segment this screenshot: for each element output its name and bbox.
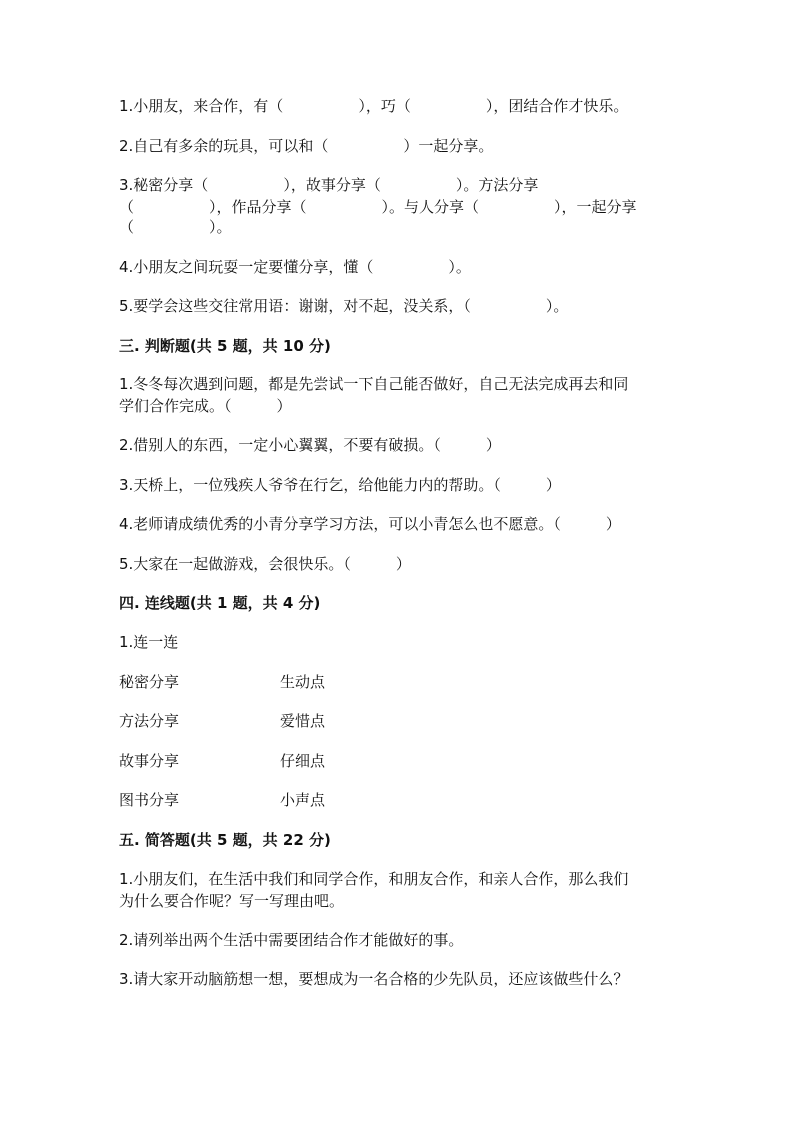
judgement-question-1-line-1: 1.冬冬每次遇到问题，都是先尝试一下自己能否做好，自己无法完成再去和同 [119, 375, 629, 393]
matching-right-item: 仔细点 [280, 752, 326, 770]
judgement-question-3: 3.天桥上，一位残疾人爷爷在行乞，给他能力内的帮助。（ ） [119, 476, 561, 494]
matching-left-item: 图书分享 [119, 791, 180, 809]
matching-question-1: 1.连一连 [119, 633, 179, 651]
short-answer-question-3: 3.请大家开动脑筋想一想，要想成为一名合格的少先队员，还应该做些什么？ [119, 970, 629, 988]
matching-left-item: 方法分享 [119, 712, 180, 730]
judgement-question-1-line-2: 学们合作完成。（ ） [119, 397, 292, 415]
short-answer-question-1-line-1: 1.小朋友们，在生活中我们和同学合作，和朋友合作，和亲人合作，那么我们 [119, 870, 629, 888]
fill-question-3-line-3: （ ）。 [119, 218, 232, 236]
judgement-question-4: 4.老师请成绩优秀的小青分享学习方法，可以小青怎么也不愿意。（ ） [119, 515, 621, 533]
matching-left-item: 秘密分享 [119, 673, 180, 691]
fill-question-3-line-2: （ ），作品分享（ ）。与人分享（ ），一起分享 [119, 198, 637, 216]
short-answer-question-1-line-2: 为什么要合作呢？写一写理由吧。 [119, 892, 345, 910]
judgement-question-5: 5.大家在一起做游戏，会很快乐。（ ） [119, 555, 411, 573]
judgement-heading: 三. 判断题(共 5 题，共 10 分) [119, 337, 331, 355]
short-answer-heading: 五. 简答题(共 5 题，共 22 分) [119, 831, 331, 849]
matching-right-item: 爱惜点 [280, 712, 326, 730]
fill-question-1: 1.小朋友，来合作，有（ ），巧（ ），团结合作才快乐。 [119, 97, 629, 115]
matching-heading: 四. 连线题(共 1 题，共 4 分) [119, 594, 321, 612]
matching-right-item: 小声点 [280, 791, 326, 809]
judgement-question-2: 2.借别人的东西，一定小心翼翼，不要有破损。（ ） [119, 436, 501, 454]
fill-question-3-line-1: 3.秘密分享（ ），故事分享（ ）。方法分享 [119, 176, 539, 194]
short-answer-question-2: 2.请列举出两个生活中需要团结合作才能做好的事。 [119, 931, 464, 949]
fill-question-5: 5.要学会这些交往常用语：谢谢，对不起，没关系，（ ）。 [119, 297, 569, 315]
fill-question-2: 2.自己有多余的玩具，可以和（ ）一起分享。 [119, 137, 494, 155]
matching-right-item: 生动点 [280, 673, 326, 691]
fill-question-4: 4.小朋友之间玩耍一定要懂分享，懂（ ）。 [119, 258, 471, 276]
matching-left-item: 故事分享 [119, 752, 180, 770]
